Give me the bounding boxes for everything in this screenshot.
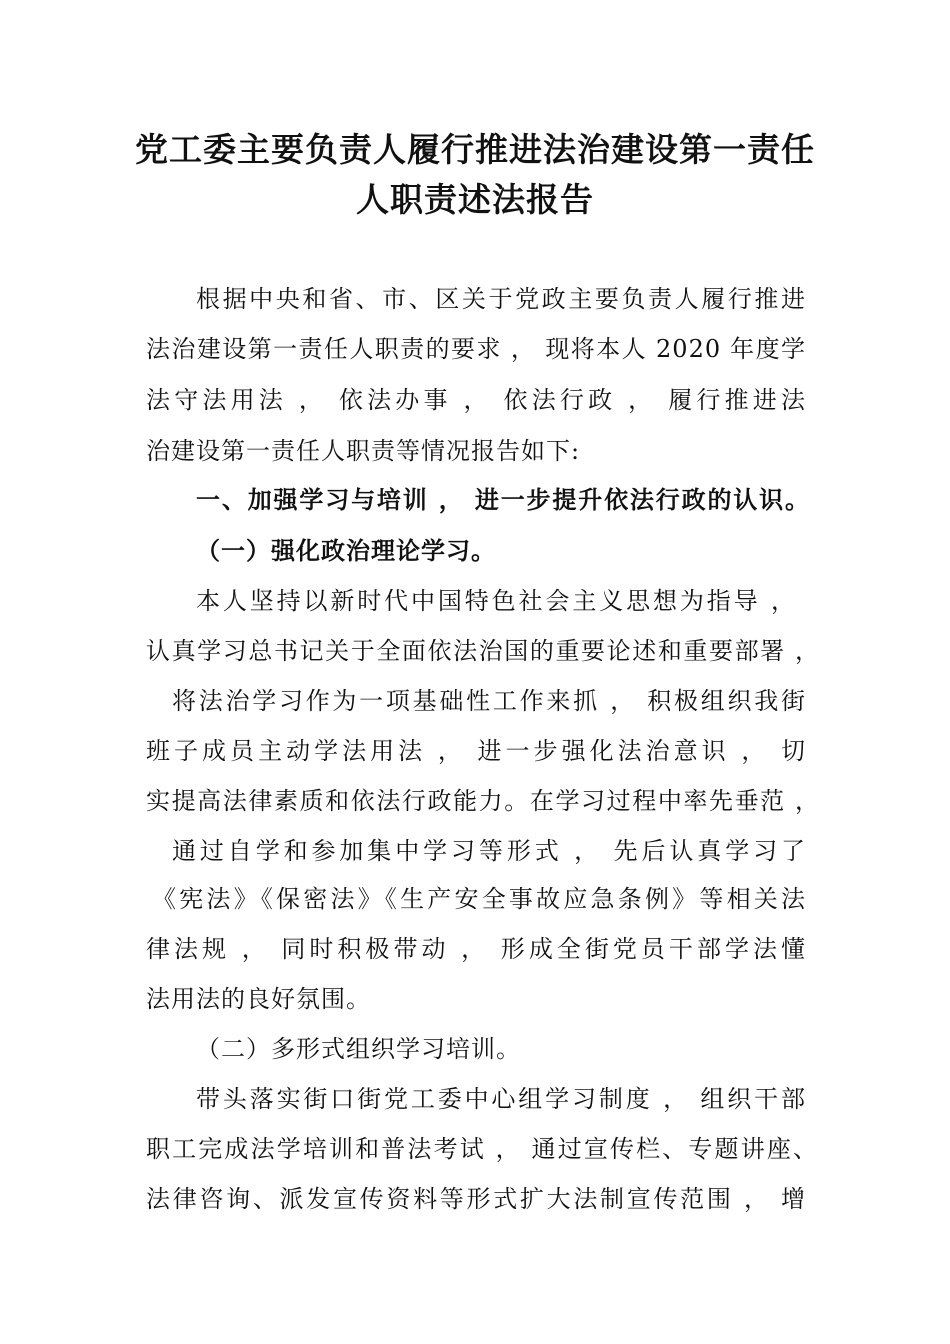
document-title-line-1: 党工委主要负责人履行推进法治建设第一责任: [135, 130, 815, 169]
paragraph-2-line-1: 带头落实街口街党工委中心组学习制度 ， 组织干部: [196, 1085, 806, 1113]
paragraph-1-line-2: 认真学习总书记关于全面依法治国的重要论述和重要部署 ，: [146, 637, 820, 665]
paragraph-1-line-3: 将法治学习作为一项基础性工作来抓 ， 积极组织我街: [172, 687, 806, 715]
intro-line-3: 法守法用法 ， 依法办事 ， 依法行政 ， 履行推进法: [146, 386, 806, 414]
intro-line-4: 治建设第一责任人职责等情况报告如下:: [146, 437, 581, 465]
paragraph-1-line-6: 通过自学和参加集中学习等形式 ， 先后认真学习了: [172, 837, 806, 865]
document-title-line-2: 人职责述法报告: [356, 180, 594, 219]
paragraph-1-line-1: 本人坚持以新时代中国特色社会主义思想为指导 ，: [196, 587, 796, 615]
paragraph-1-line-5: 实提高法律素质和依法行政能力。在学习过程中率先垂范 ，: [146, 787, 820, 815]
intro-line-1: 根据中央和省、市、区关于党政主要负责人履行推进: [196, 285, 806, 313]
paragraph-2-line-2: 职工完成法学培训和普法考试 ， 通过宣传栏、专题讲座、: [146, 1135, 818, 1163]
paragraph-1-line-4: 班子成员主动学法用法 ， 进一步强化法治意识 ， 切: [146, 737, 806, 765]
subsection-heading-2: （二）多形式组织学习培训。: [196, 1035, 521, 1063]
paragraph-1-line-7: 《宪法》《保密法》《生产安全事故应急条例》等相关法: [152, 885, 806, 913]
section-heading-1: 一、加强学习与培训 ， 进一步提升依法行政的认识。: [196, 485, 810, 514]
subsection-heading-1: （一）强化政治理论学习。: [196, 536, 496, 565]
paragraph-1-line-8: 律法规 ， 同时积极带动 ， 形成全街党员干部学法懂: [146, 935, 806, 963]
paragraph-2-line-3: 法律咨询、派发宣传资料等形式扩大法制宣传范围 ， 增: [146, 1185, 806, 1213]
intro-line-2: 法治建设第一责任人职责的要求 ， 现将本人 2020 年度学: [146, 335, 806, 363]
paragraph-1-line-9: 法用法的良好氛围。: [146, 985, 371, 1013]
